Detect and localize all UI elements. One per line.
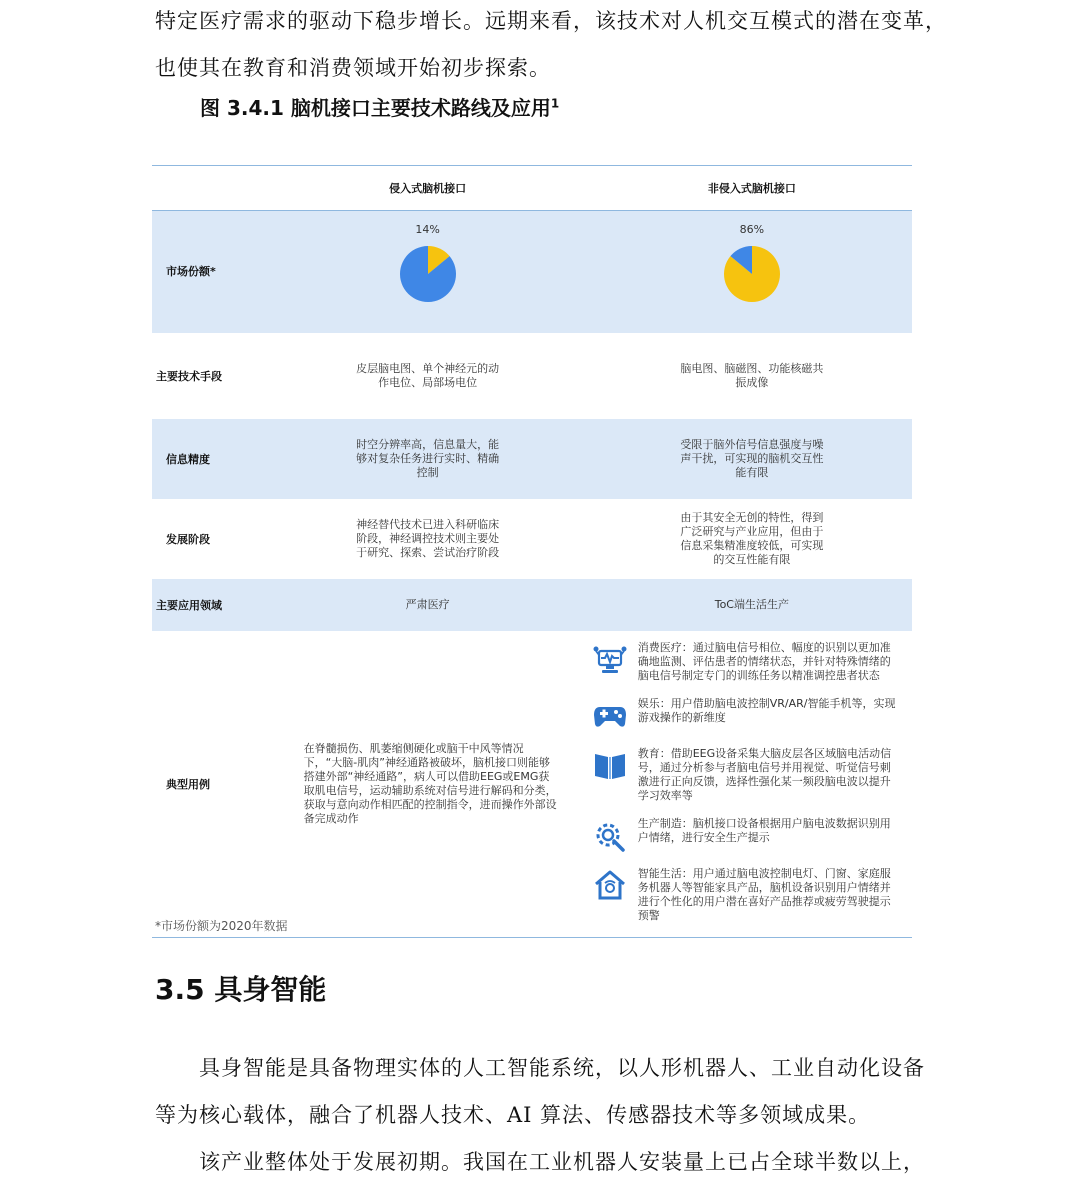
row-precision bbox=[152, 419, 912, 499]
cell-market-noninvasive bbox=[592, 211, 912, 333]
pct-noninvasive: 86% bbox=[739, 223, 765, 236]
cases-invasive-text: 在脊髓损伤、肌萎缩侧硬化或脑干中风等情况下，“大脑-肌肉”神经通路被破坏，脑机接口则能够搭建外部“神经通路”，病人可以借助EEG或EMG获取肌电信号，运动辅助系统对信号进行解码和分类，获取与意向动作相匹配的控制指令，进而操作外部设备完成动作 bbox=[303, 741, 557, 825]
section-title: 3.5 具身智能 bbox=[155, 973, 327, 1006]
pie-invasive bbox=[398, 244, 458, 304]
tech-noninvasive-text: 脑电图、脑磁图、功能核磁共振成像 bbox=[680, 361, 824, 389]
pct-invasive: 14% bbox=[415, 223, 440, 236]
gear-wrench-icon bbox=[592, 817, 628, 853]
row-market-share bbox=[152, 211, 912, 333]
cell-stage-noninvasive bbox=[592, 499, 912, 579]
cell-tech-invasive bbox=[264, 333, 592, 419]
bci-comparison-table bbox=[152, 165, 912, 938]
header-noninvasive: 非侵入式脑机接口 bbox=[592, 166, 912, 211]
intro-line-2: 也使其在教育和消费领域开始初步探索。 bbox=[155, 56, 551, 80]
application-list bbox=[592, 631, 912, 923]
row-stage bbox=[152, 499, 912, 579]
app-text-entertainment: 娱乐：用户借助脑电波控制VR/AR/智能手机等，实现游戏操作的新维度 bbox=[637, 696, 896, 724]
app-text-medical: 消费医疗：通过脑电信号相位、幅度的识别以更加准确地监测、评估患者的情绪状态，并针对特殊情绪的脑电信号制定专门的训练任务以精准调控患者状态 bbox=[637, 640, 891, 682]
medical-device-icon bbox=[592, 641, 628, 677]
cell-cases-noninvasive bbox=[592, 631, 912, 938]
stage-noninvasive-text: 由于其安全无创的特性，得到广泛研究与产业应用，但由于信息采集精准度较低，可实现的交互性能有限 bbox=[680, 510, 824, 566]
row-tech bbox=[152, 333, 912, 419]
row-label-market: 市场份额* bbox=[166, 265, 216, 278]
precision-invasive-text: 时空分辨率高，信息量大，能够对复杂任务进行实时、精确控制 bbox=[356, 437, 500, 479]
header-invasive: 侵入式脑机接口 bbox=[264, 166, 592, 211]
smart-home-icon bbox=[592, 867, 628, 903]
footnote-mark: 1 bbox=[550, 96, 560, 111]
list-item bbox=[592, 747, 898, 803]
cell-market-invasive bbox=[264, 211, 592, 333]
row-label-field: 主要应用领域 bbox=[156, 598, 222, 612]
gamepad-icon bbox=[592, 697, 628, 733]
row-label-tech: 主要技术手段 bbox=[156, 369, 222, 383]
cell-cases-invasive bbox=[264, 631, 592, 938]
cell-field-noninvasive: ToC端生活生产 bbox=[714, 597, 789, 611]
row-cases bbox=[152, 631, 912, 938]
app-text-manufacturing: 生产制造：脑机接口设备根据用户脑电波数据识别用户情绪，进行安全生产提示 bbox=[637, 816, 891, 844]
body-line-1: 具身智能是具备物理实体的人工智能系统，以人形机器人、工业自动化设备 bbox=[199, 1056, 925, 1080]
list-item bbox=[592, 641, 898, 683]
cell-stage-invasive bbox=[264, 499, 592, 579]
header-empty bbox=[152, 166, 264, 211]
pie-noninvasive bbox=[722, 244, 782, 304]
body-line-2: 等为核心载体，融合了机器人技术、AI 算法、传感器技术等多领域成果。 bbox=[155, 1103, 871, 1127]
row-label-stage: 发展阶段 bbox=[166, 532, 210, 546]
row-label-cases: 典型用例 bbox=[166, 777, 210, 791]
cell-precision-noninvasive bbox=[592, 419, 912, 499]
row-label-precision: 信息精度 bbox=[166, 452, 210, 466]
body-line-3: 该产业整体处于发展初期。我国在工业机器人安装量上已占全球半数以上， bbox=[199, 1150, 925, 1174]
table-footnote: *市场份额为2020年数据 bbox=[155, 919, 288, 933]
list-item bbox=[592, 817, 898, 853]
list-item bbox=[592, 697, 898, 733]
body-paragraph bbox=[155, 1045, 930, 1186]
tech-invasive-text: 皮层脑电图、单个神经元的动作电位、局部场电位 bbox=[356, 361, 500, 389]
app-text-smart-life: 智能生活：用户通过脑电波控制电灯、门窗、家庭服务机器人等智能家具产品，脑机设备识别用户情绪并进行个性化的用户潜在喜好产品推荐或疲劳驾驶提示预警 bbox=[637, 866, 891, 922]
cell-field-invasive: 严肃医疗 bbox=[405, 597, 450, 611]
list-item bbox=[592, 867, 898, 923]
cell-precision-invasive bbox=[264, 419, 592, 499]
cell-tech-noninvasive bbox=[592, 333, 912, 419]
intro-paragraph bbox=[155, 0, 947, 92]
row-field bbox=[152, 579, 912, 631]
intro-line-1: 特定医疗需求的驱动下稳步增长。远期来看，该技术对人机交互模式的潜在变革， bbox=[155, 9, 947, 33]
book-icon bbox=[592, 747, 628, 783]
table-header-row bbox=[152, 166, 912, 211]
figure-caption-text: 图 3.4.1 脑机接口主要技术路线及应用 bbox=[200, 96, 551, 120]
stage-invasive-text: 神经替代技术已进入科研临床阶段，神经调控技术则主要处于研究、探索、尝试治疗阶段 bbox=[356, 517, 500, 559]
figure-caption bbox=[200, 92, 559, 121]
precision-noninvasive-text: 受限于脑外信号信息强度与噪声干扰，可实现的脑机交互性能有限 bbox=[680, 437, 824, 479]
app-text-education: 教育：借助EEG设备采集大脑皮层各区域脑电活动信号，通过分析参与者脑电信号并用视觉、听觉信号刺激进行正向反馈，选择性强化某一频段脑电波以提升学习效率等 bbox=[637, 746, 892, 802]
